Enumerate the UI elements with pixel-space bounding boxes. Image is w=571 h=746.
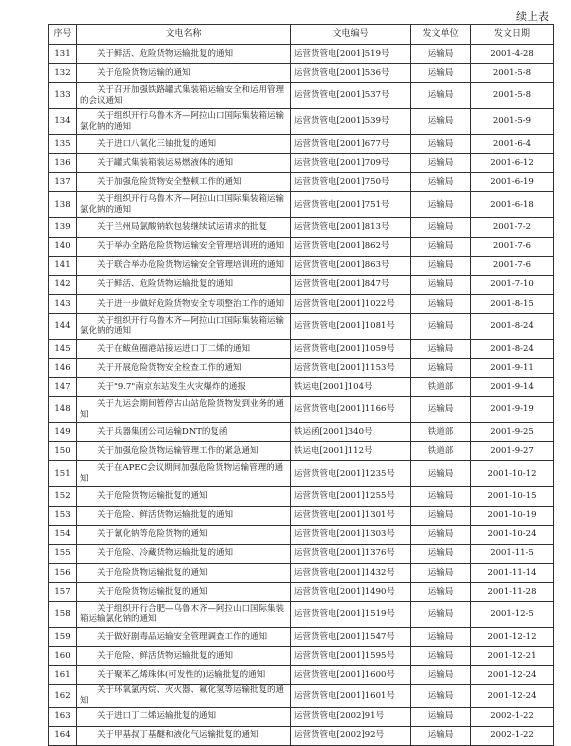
row-code: 运营货管电[2002]91号 [291, 707, 411, 726]
row-serial: 160 [49, 647, 77, 666]
row-title: 关于"9.7"南京东站发生火灾爆炸的通报 [77, 378, 291, 397]
row-code: 运营货管电[2001]862号 [291, 237, 411, 256]
row-code: 运营货管电[2001]1059号 [291, 339, 411, 358]
table-row [49, 192, 554, 218]
row-unit: 铁道部 [411, 423, 471, 442]
row-code: 运营货管电[2001]1432号 [291, 563, 411, 582]
row-title: 关于危险货物运输批复的通知 [77, 582, 291, 601]
table-row [49, 218, 554, 237]
row-code: 运营货管电[2001]539号 [291, 109, 411, 135]
row-date: 2001-6-12 [471, 154, 554, 173]
row-serial: 152 [49, 487, 77, 506]
row-unit: 运输局 [411, 135, 471, 154]
row-title: 关于氰化钠等危险货物的通知 [77, 525, 291, 544]
table-row [49, 666, 554, 685]
row-code: 运营货管电[2001]863号 [291, 256, 411, 275]
row-title: 关于进口丁二烯运输批复的通知 [77, 707, 291, 726]
row-unit: 运输局 [411, 45, 471, 64]
row-unit: 运输局 [411, 154, 471, 173]
table-row [49, 256, 554, 275]
row-serial: 131 [49, 45, 77, 64]
row-title: 关于危险货物运输批复的通知 [77, 487, 291, 506]
row-serial: 156 [49, 563, 77, 582]
row-date: 2001-7-6 [471, 237, 554, 256]
row-date: 2001-4-28 [471, 45, 554, 64]
row-unit: 运输局 [411, 237, 471, 256]
row-unit: 运输局 [411, 461, 471, 487]
row-code: 运营货管电[2001]813号 [291, 218, 411, 237]
row-title: 关于进一步做好危险货物安全专项整治工作的通知 [77, 294, 291, 313]
row-title: 关于甲基叔丁基醚和液化气运输批复的通知 [77, 726, 291, 745]
row-serial: 147 [49, 378, 77, 397]
row-code: 运营货管电[2001]847号 [291, 275, 411, 294]
table-row [49, 378, 554, 397]
row-title: 关于组织开行乌鲁木齐—阿拉山口国际集装箱运输氯化钠的通知 [77, 313, 291, 339]
header-serial: 序号 [49, 25, 77, 45]
table-row [49, 275, 554, 294]
row-unit: 运输局 [411, 64, 471, 83]
row-code: 铁运电[2001]112号 [291, 442, 411, 461]
row-title: 关于召开加强铁路罐式集装箱运输安全和运用管理的会议通知 [77, 83, 291, 109]
header-date: 发文日期 [471, 25, 554, 45]
row-code: 运营货管电[2001]1519号 [291, 601, 411, 627]
table-row [49, 109, 554, 135]
header-unit: 发文单位 [411, 25, 471, 45]
row-unit: 运输局 [411, 627, 471, 646]
row-unit: 运输局 [411, 525, 471, 544]
row-code: 运营货管电[2001]1153号 [291, 359, 411, 378]
table-row [49, 359, 554, 378]
row-title: 关于危险、鲜活货物运输批复的通知 [77, 647, 291, 666]
row-date: 2001-10-19 [471, 506, 554, 525]
row-code: 运营货管电[2001]750号 [291, 173, 411, 192]
table-row [49, 647, 554, 666]
row-title: 关于进口八氧化三铀批复的通知 [77, 135, 291, 154]
row-title: 关于联合举办危险货物运输安全管理培训班的通知 [77, 256, 291, 275]
row-date: 2001-12-24 [471, 666, 554, 685]
row-date: 2001-9-19 [471, 397, 554, 423]
row-unit: 运输局 [411, 582, 471, 601]
row-title: 关于兵器集团公司运输DNT的复函 [77, 423, 291, 442]
row-serial: 133 [49, 83, 77, 109]
row-code: 运营货管电[2001]536号 [291, 64, 411, 83]
row-title: 关于九运会期间暂停古山站危险货物发到业务的通知 [77, 397, 291, 423]
row-date: 2001-12-24 [471, 685, 554, 707]
row-serial: 143 [49, 294, 77, 313]
row-title: 关于聚苯乙烯珠体(可发性的)运输批复的通知 [77, 666, 291, 685]
row-serial: 158 [49, 601, 77, 627]
table-row [49, 685, 554, 707]
row-serial: 135 [49, 135, 77, 154]
row-serial: 150 [49, 442, 77, 461]
row-date: 2001-6-4 [471, 135, 554, 154]
row-unit: 运输局 [411, 294, 471, 313]
row-unit: 运输局 [411, 397, 471, 423]
table-row [49, 173, 554, 192]
row-title: 关于在APEC会议期间加强危险货物运输管理的通知 [77, 461, 291, 487]
row-title: 关于兰州局氯酸钠软包装继续试运请求的批复 [77, 218, 291, 237]
row-title: 关于环氧氯丙烷、灭火器、氟化氢等运输批复的通知 [77, 685, 291, 707]
row-code: 运营货管电[2001]1081号 [291, 313, 411, 339]
row-unit: 运输局 [411, 256, 471, 275]
row-title: 关于危险货物运输的通知 [77, 64, 291, 83]
row-unit: 运输局 [411, 685, 471, 707]
row-title: 关于鲜活、危险货物运输批复的通知 [77, 45, 291, 64]
row-date: 2001-11-28 [471, 582, 554, 601]
row-title: 关于危险货物运输批复的通知 [77, 563, 291, 582]
row-date: 2001-7-2 [471, 218, 554, 237]
row-serial: 157 [49, 582, 77, 601]
table-caption: 续上表 [516, 10, 549, 23]
row-date: 2001-7-10 [471, 275, 554, 294]
table-row [49, 83, 554, 109]
table-row [49, 339, 554, 358]
row-date: 2001-11-5 [471, 544, 554, 563]
row-serial: 163 [49, 707, 77, 726]
row-code: 运营货管电[2001]1255号 [291, 487, 411, 506]
table-row [49, 726, 554, 745]
table-row [49, 45, 554, 64]
row-title: 关于加强危险货物安全整顿工作的通知 [77, 173, 291, 192]
table-row [49, 154, 554, 173]
row-title: 关于开展危险货物安全检查工作的通知 [77, 359, 291, 378]
row-code: 铁运函[2001]340号 [291, 423, 411, 442]
row-date: 2002-1-22 [471, 707, 554, 726]
table-row [49, 563, 554, 582]
row-date: 2001-6-19 [471, 173, 554, 192]
header-row [49, 25, 554, 45]
table-row [49, 313, 554, 339]
row-date: 2001-7-6 [471, 256, 554, 275]
row-code: 运营货管电[2001]537号 [291, 83, 411, 109]
row-unit: 运输局 [411, 192, 471, 218]
table-row [49, 442, 554, 461]
row-date: 2001-9-25 [471, 423, 554, 442]
row-title: 关于组织开行乌鲁木齐—阿拉山口国际集装箱运输氯化钠的通知 [77, 192, 291, 218]
table-row [49, 423, 554, 442]
table-row [49, 461, 554, 487]
row-serial: 138 [49, 192, 77, 218]
header-code: 文电编号 [291, 25, 411, 45]
table-row [49, 135, 554, 154]
row-serial: 162 [49, 685, 77, 707]
row-code: 运营货管电[2001]1601号 [291, 685, 411, 707]
row-unit: 运输局 [411, 506, 471, 525]
row-unit: 运输局 [411, 563, 471, 582]
row-date: 2001-10-12 [471, 461, 554, 487]
row-code: 运营货管电[2001]709号 [291, 154, 411, 173]
row-serial: 145 [49, 339, 77, 358]
row-title: 关于加强危险货物运输管理工作的紧急通知 [77, 442, 291, 461]
row-unit: 运输局 [411, 487, 471, 506]
row-code: 运营货管电[2001]1301号 [291, 506, 411, 525]
row-unit: 运输局 [411, 339, 471, 358]
row-code: 运营货管电[2002]92号 [291, 726, 411, 745]
row-code: 运营货管电[2001]1376号 [291, 544, 411, 563]
row-date: 2001-9-14 [471, 378, 554, 397]
row-date: 2001-12-21 [471, 647, 554, 666]
row-title: 关于举办全路危险货物运输安全管理培训班的通知 [77, 237, 291, 256]
row-serial: 161 [49, 666, 77, 685]
row-code: 运营货管电[2001]519号 [291, 45, 411, 64]
table-row [49, 601, 554, 627]
row-unit: 运输局 [411, 726, 471, 745]
row-title: 关于危险、冷藏货物运输批复的通知 [77, 544, 291, 563]
row-date: 2001-5-8 [471, 64, 554, 83]
row-date: 2001-12-12 [471, 627, 554, 646]
row-unit: 运输局 [411, 313, 471, 339]
row-unit: 运输局 [411, 275, 471, 294]
row-unit: 铁道部 [411, 442, 471, 461]
document-table [48, 24, 554, 746]
row-serial: 151 [49, 461, 77, 487]
row-serial: 141 [49, 256, 77, 275]
row-date: 2001-5-9 [471, 109, 554, 135]
row-unit: 运输局 [411, 109, 471, 135]
table-row [49, 525, 554, 544]
row-serial: 134 [49, 109, 77, 135]
row-date: 2001-6-18 [471, 192, 554, 218]
row-unit: 运输局 [411, 666, 471, 685]
row-date: 2001-8-15 [471, 294, 554, 313]
table-row [49, 397, 554, 423]
row-serial: 137 [49, 173, 77, 192]
row-serial: 139 [49, 218, 77, 237]
row-code: 运营货管电[2001]1235号 [291, 461, 411, 487]
row-date: 2001-9-11 [471, 359, 554, 378]
row-serial: 154 [49, 525, 77, 544]
row-code: 运营货管电[2001]1600号 [291, 666, 411, 685]
row-title: 关于鲜活、危险货物运输批复的通知 [77, 275, 291, 294]
row-unit: 运输局 [411, 707, 471, 726]
row-title: 关于罐式集装箱装运易燃液体的通知 [77, 154, 291, 173]
table-row [49, 582, 554, 601]
row-title: 关于在鲅鱼圈港站接运进口丁二烯的通知 [77, 339, 291, 358]
row-date: 2001-12-5 [471, 601, 554, 627]
row-serial: 155 [49, 544, 77, 563]
row-code: 铁运电[2001]104号 [291, 378, 411, 397]
table-row [49, 627, 554, 646]
row-unit: 运输局 [411, 359, 471, 378]
row-title: 关于做好剧毒品运输安全管理调查工作的通知 [77, 627, 291, 646]
row-date: 2001-9-27 [471, 442, 554, 461]
row-serial: 142 [49, 275, 77, 294]
row-serial: 140 [49, 237, 77, 256]
row-code: 运营货管电[2001]1547号 [291, 627, 411, 646]
header-title: 文电名称 [77, 25, 291, 45]
row-unit: 运输局 [411, 83, 471, 109]
table-row [49, 237, 554, 256]
row-date: 2001-10-24 [471, 525, 554, 544]
table-row [49, 707, 554, 726]
row-code: 运营货管电[2001]1595号 [291, 647, 411, 666]
row-unit: 运输局 [411, 173, 471, 192]
row-serial: 136 [49, 154, 77, 173]
row-code: 运营货管电[2001]1490号 [291, 582, 411, 601]
row-code: 运营货管电[2001]1166号 [291, 397, 411, 423]
row-code: 运营货管电[2001]1022号 [291, 294, 411, 313]
row-date: 2001-10-15 [471, 487, 554, 506]
row-date: 2002-1-22 [471, 726, 554, 745]
row-code: 运营货管电[2001]751号 [291, 192, 411, 218]
table-row [49, 294, 554, 313]
table-row [49, 544, 554, 563]
row-title: 关于组织开行合肥—乌鲁木齐—阿拉山口国际集装箱运输氯化钠的通知 [77, 601, 291, 627]
row-unit: 铁道部 [411, 378, 471, 397]
row-serial: 164 [49, 726, 77, 745]
table-row [49, 487, 554, 506]
row-date: 2001-5-8 [471, 83, 554, 109]
table-row [49, 64, 554, 83]
row-title: 关于组织开行乌鲁木齐—阿拉山口国际集装箱运输氯化钠的通知 [77, 109, 291, 135]
row-unit: 运输局 [411, 218, 471, 237]
table-row [49, 506, 554, 525]
row-title: 关于危险、鲜活货物运输批复的通知 [77, 506, 291, 525]
row-serial: 159 [49, 627, 77, 646]
row-serial: 153 [49, 506, 77, 525]
row-unit: 运输局 [411, 601, 471, 627]
row-code: 运营货管电[2001]677号 [291, 135, 411, 154]
row-date: 2001-8-24 [471, 339, 554, 358]
row-date: 2001-11-14 [471, 563, 554, 582]
row-date: 2001-8-24 [471, 313, 554, 339]
row-serial: 146 [49, 359, 77, 378]
row-serial: 132 [49, 64, 77, 83]
row-unit: 运输局 [411, 544, 471, 563]
row-code: 运营货管电[2001]1303号 [291, 525, 411, 544]
row-serial: 149 [49, 423, 77, 442]
row-unit: 运输局 [411, 647, 471, 666]
row-serial: 148 [49, 397, 77, 423]
row-serial: 144 [49, 313, 77, 339]
